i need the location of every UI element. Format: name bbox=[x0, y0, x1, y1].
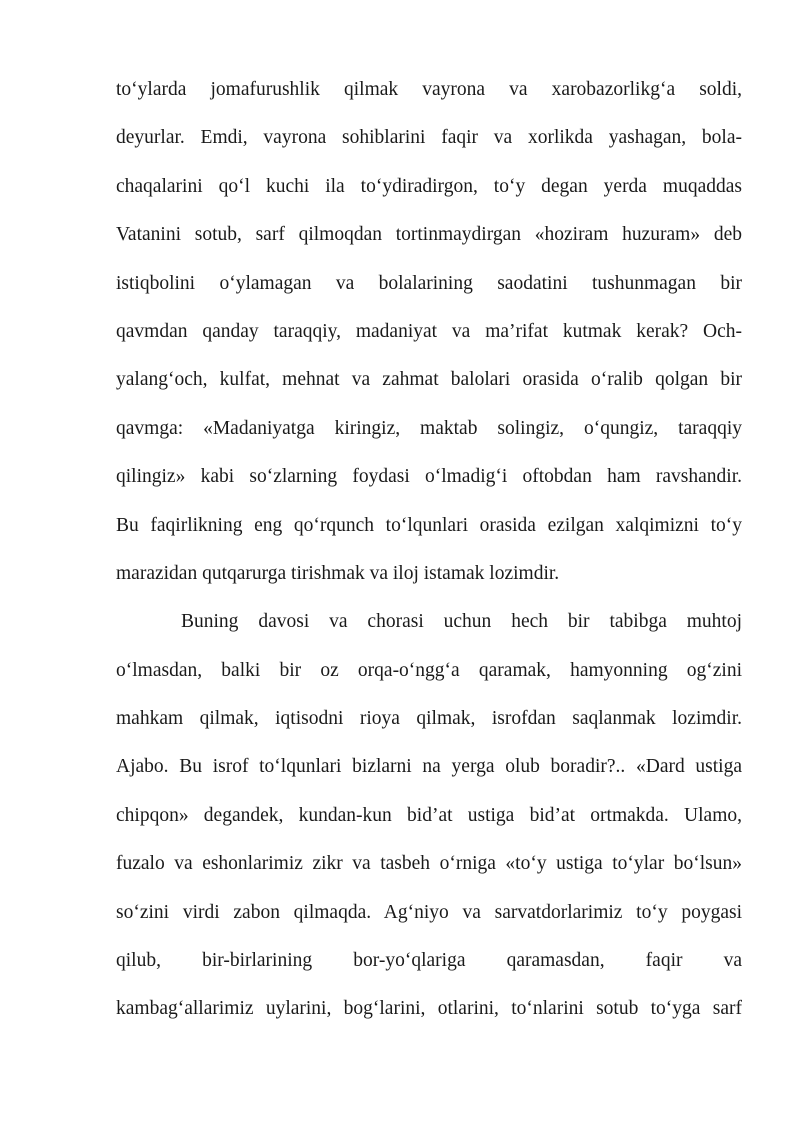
text-line: qavmga: «Madaniyatga kiringiz, maktab solingiz, o‘qungiz, taraqqiy bbox=[116, 417, 742, 439]
text-line: qavmdan qanday taraqqiy, madaniyat va ma’rifat kutmak kerak? Och- bbox=[116, 320, 742, 342]
text-line: kambag‘allarimiz uylarini, bog‘larini, otlarini, to‘nlarini sotub to‘yga sarf bbox=[116, 998, 742, 1020]
text-line: mahkam qilmak, iqtisodni rioya qilmak, isrofdan saqlanmak lozimdir. bbox=[116, 708, 742, 730]
text-line: deyurlar. Emdi, vayrona sohiblarini faqir va xorlikda yashagan, bola- bbox=[116, 127, 742, 149]
text-line: chaqalarini qo‘l kuchi ila to‘ydiradirgon, to‘y degan yerda muqaddas bbox=[116, 175, 742, 197]
paragraph-2 bbox=[116, 603, 742, 1039]
text-line: to‘ylarda jomafurushlik qilmak vayrona va xarobazorlikg‘a soldi, bbox=[116, 79, 742, 100]
text-line: yalang‘och, kulfat, mehnat va zahmat balolari orasida o‘ralib qolgan bir bbox=[116, 369, 742, 391]
text-line: Bu faqirlikning eng qo‘rqunch to‘lqunlari orasida ezilgan xalqimizni to‘y bbox=[116, 514, 742, 536]
text-line: marazidan qutqarurga tirishmak va iloj istamak lozimdir. bbox=[116, 562, 560, 584]
text-line: so‘zini virdi zabon qilmaqda. Ag‘niyo va sarvatdorlarimiz to‘y poygasi bbox=[116, 901, 742, 923]
text-line: Buning davosi va chorasi uchun hech bir tabibga muhtoj bbox=[181, 611, 742, 633]
text-line: Ajabo. Bu isrof to‘lqunlari bizlarni na yerga olub boradir?.. «Dard ustiga bbox=[116, 756, 742, 778]
text-line: o‘lmasdan, balki bir oz orqa-o‘ngg‘a qaramak, hamyonning og‘zini bbox=[116, 659, 742, 681]
text-line: Vatanini sotub, sarf qilmoqdan tortinmaydirgan «hoziram huzuram» deb bbox=[116, 224, 742, 246]
text-line: chipqon» degandek, kundan-kun bid’at ustiga bid’at ortmakda. Ulamo, bbox=[116, 804, 742, 826]
text-line: fuzalo va eshonlarimiz zikr va tasbeh o‘rniga «to‘y ustiga to‘ylar bo‘lsun» bbox=[116, 853, 742, 875]
paragraph-1 bbox=[116, 71, 742, 603]
text-line: istiqbolini o‘ylamagan va bolalarining saodatini tushunmagan bir bbox=[116, 272, 742, 294]
text-line: qilingiz» kabi so‘zlarning foydasi o‘lmadig‘i oftobdan ham ravshandir. bbox=[116, 466, 742, 488]
text-line: qilub, bir-birlarining bor-yo‘qlariga qaramasdan, faqir va bbox=[116, 950, 742, 972]
document-page bbox=[116, 71, 742, 1039]
